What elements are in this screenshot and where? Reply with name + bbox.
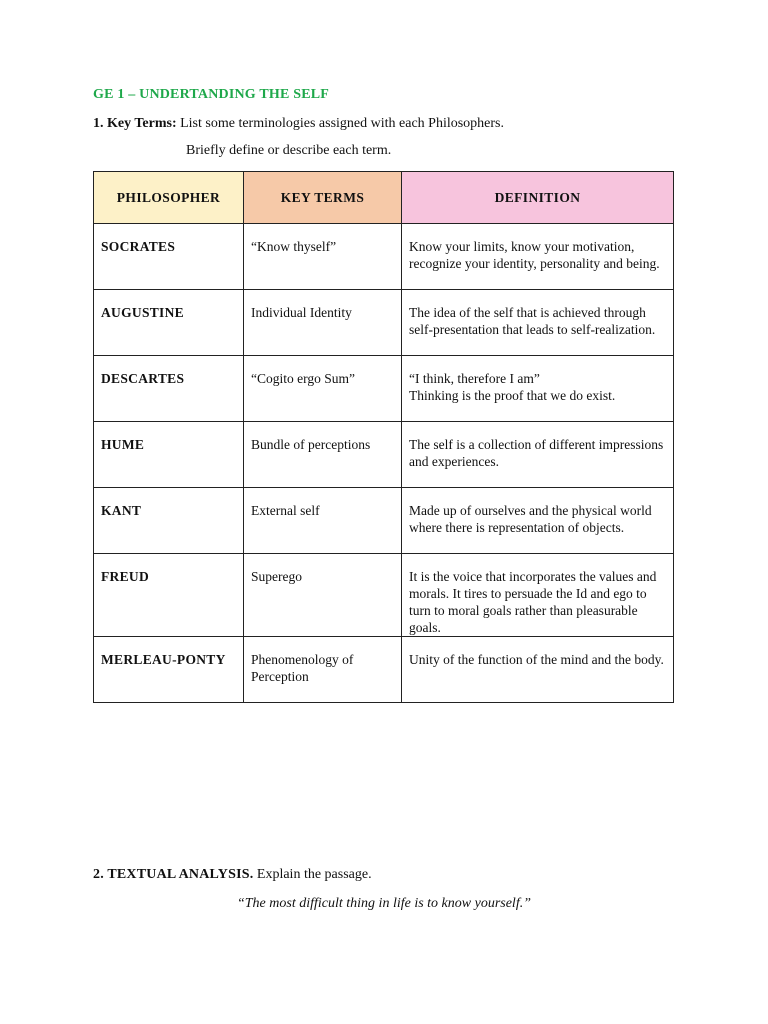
key-term-cell: “Cogito ergo Sum”: [244, 356, 402, 422]
definition-cell: The idea of the self that is achieved through self-presentation that leads to self-realization.: [402, 290, 674, 356]
table-row: [94, 488, 674, 554]
philosopher-cell: AUGUSTINE: [94, 290, 244, 356]
definition-cell: Know your limits, know your motivation, recognize your identity, personality and being.: [402, 224, 674, 290]
key-term-cell: Individual Identity: [244, 290, 402, 356]
section1-text: List some terminologies assigned with each Philosophers.: [176, 116, 505, 131]
table-header-row: [94, 172, 674, 224]
header-philosopher: PHILOSOPHER: [94, 172, 244, 224]
section2-label: 2. TEXTUAL ANALYSIS.: [93, 867, 254, 882]
section1-subinstruction: Briefly define or describe each term.: [186, 143, 392, 158]
definition-cell: “I think, therefore I am” Thinking is the proof that we do exist.: [402, 356, 674, 422]
definition-cell: Made up of ourselves and the physical world where there is representation of objects.: [402, 488, 674, 554]
header-definition: DEFINITION: [402, 172, 674, 224]
definition-cell: Unity of the function of the mind and the body.: [402, 637, 674, 703]
table-row: [94, 356, 674, 422]
philosopher-cell: DESCARTES: [94, 356, 244, 422]
key-term-cell: Bundle of perceptions: [244, 422, 402, 488]
section2-text: Explain the passage.: [253, 867, 372, 882]
passage-quote: “The most difficult thing in life is to know yourself.”: [236, 896, 531, 911]
key-term-cell: Phenomenology of Perception: [244, 637, 402, 703]
philosopher-cell: MERLEAU-PONTY: [94, 637, 244, 703]
document-title: GE 1 – UNDERTANDING THE SELF: [93, 87, 330, 102]
key-term-cell: Superego: [244, 554, 402, 637]
key-term-cell: External self: [244, 488, 402, 554]
definition-cell: It is the voice that incorporates the values and morals. It tires to persuade the Id and ego to turn to moral goals rather than pleasurable goals.: [402, 554, 674, 637]
section1-instruction: [93, 116, 504, 132]
table-row: [94, 554, 674, 637]
definition-cell: The self is a collection of different impressions and experiences.: [402, 422, 674, 488]
section1-label: 1. Key Terms:: [93, 116, 177, 131]
philosopher-cell: KANT: [94, 488, 244, 554]
table-row: [94, 422, 674, 488]
key-term-cell: “Know thyself”: [244, 224, 402, 290]
key-terms-table: [93, 171, 674, 703]
table-row: [94, 290, 674, 356]
table-body: [94, 224, 674, 703]
philosopher-cell: HUME: [94, 422, 244, 488]
section2-instruction: [93, 867, 372, 883]
philosopher-cell: SOCRATES: [94, 224, 244, 290]
header-key-terms: KEY TERMS: [244, 172, 402, 224]
philosopher-cell: FREUD: [94, 554, 244, 637]
table-row: [94, 224, 674, 290]
table-row: [94, 637, 674, 703]
